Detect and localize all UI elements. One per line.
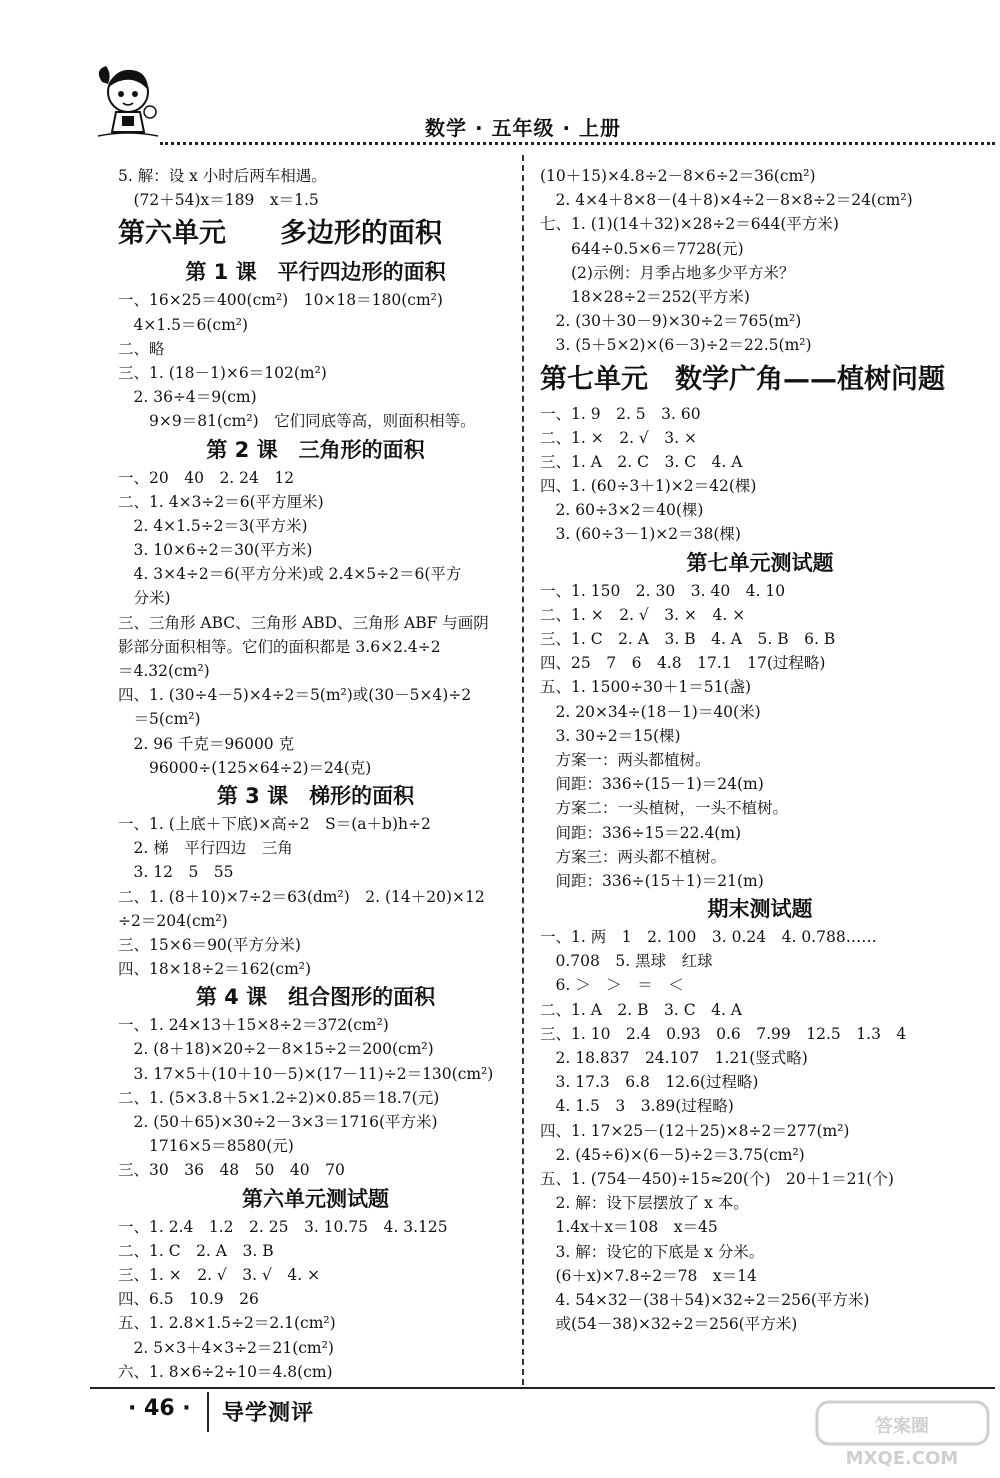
answer-line: 四、1. (30÷4－5)×4÷2＝5(m²)或(30－5×4)÷2	[118, 686, 472, 705]
answer-line: 三、三角形 ABC、三角形 ABD、三角形 ABF 与画阴	[118, 613, 489, 632]
unit6-title-part: 第六单元	[118, 218, 226, 250]
answer-line: 5. 解：设 x 小时后两车相遇。	[118, 167, 327, 185]
answer-line: 六、1. 8×6÷2÷10＝4.8(cm)	[118, 1362, 333, 1381]
answer-line: ÷2＝204(cm²)	[118, 911, 228, 930]
answer-line: 二、1. C 2. A 3. B	[118, 1241, 274, 1260]
lesson4-answers	[118, 1013, 513, 1182]
answer-line: 2. 36÷4＝9(cm)	[118, 388, 257, 407]
footer-brand: 导学测评	[222, 1401, 315, 1426]
answer-line: 9×9＝81(cm²) 它们同底等高，则面积相等。	[118, 412, 476, 431]
answer-line: 方案一：两头都植树。	[540, 750, 711, 769]
unit6-title-part: 多边形的面积	[280, 218, 442, 250]
final-test-answers	[540, 925, 980, 1336]
unit6-test-title: 第六单元测试题	[242, 1186, 389, 1211]
answer-line: 2. 20×34÷(18－1)＝40(米)	[540, 702, 761, 721]
answer-line: 三、1. × 2. √ 3. √ 4. ×	[118, 1265, 321, 1284]
answer-line: 2. (30＋30－9)×30÷2＝765(m²)	[540, 312, 802, 331]
answer-line: 二、略	[118, 339, 165, 358]
answer-line: 三、1. A 2. C 3. C 4. A	[540, 452, 743, 471]
answer-line: 3. 解：设它的下底是 x 分米。	[540, 1242, 765, 1261]
answer-line: 2. 60÷3×2＝40(棵)	[540, 501, 704, 520]
unit7-test-answers	[540, 579, 980, 893]
left-pre	[118, 164, 513, 212]
answer-line: 4. 54×32－(38＋54)×32÷2＝256(平方米)	[540, 1290, 870, 1309]
answer-line: 四、18×18÷2＝162(cm²)	[118, 960, 312, 979]
unit7-test-title: 第七单元测试题	[686, 550, 834, 575]
lesson4-title: 第 4 课 组合图形的面积	[195, 985, 436, 1010]
unit6-test-answers	[118, 1215, 513, 1384]
answer-line: 四、1. 17×25－(12＋25)×8÷2＝277(m²)	[540, 1121, 850, 1140]
mascot-girl-icon	[88, 60, 168, 145]
left-column	[118, 164, 513, 1384]
answer-line: (72＋54)x＝189 x＝1.5	[118, 191, 319, 210]
answer-line: 影部分面积相等。它们的面积都是 3.6×2.4÷2	[118, 637, 441, 656]
footer-divider	[90, 1387, 995, 1389]
answer-line: (6＋x)×7.8÷2＝78 x＝14	[540, 1266, 757, 1285]
answer-line: 2. (45÷6)×(6－5)÷2＝3.75(cm²)	[540, 1145, 805, 1164]
answer-line: 2. 梯 平行四边 三角	[118, 839, 293, 858]
column-divider	[522, 155, 524, 1385]
answer-line: 2. 18.837 24.107 1.21(竖式略)	[540, 1049, 808, 1067]
right-pre	[540, 164, 980, 358]
answer-line: 二、1. × 2. √ 3. ×	[540, 428, 697, 447]
lesson3-answers	[118, 812, 513, 981]
footer-separator	[207, 1392, 209, 1432]
answer-line: 一、1. 两 1 2. 100 3. 0.24 4. 0.788……	[540, 928, 877, 947]
page-number: · 46 ·	[128, 1396, 191, 1421]
answer-line: 间距：336÷(15－1)＝24(m)	[540, 775, 764, 794]
lesson3-title: 第 3 课 梯形的面积	[216, 783, 415, 808]
answer-line: 一、16×25＝400(cm²) 10×18＝180(cm²)	[118, 291, 443, 310]
answer-line: 四、1. (60÷3＋1)×2＝42(棵)	[540, 477, 757, 496]
answer-line: 三、1. (18－1)×6＝102(m²)	[118, 363, 327, 382]
unit6-title	[118, 214, 513, 254]
answer-line: 2. 解：设下层摆放了 x 本。	[540, 1194, 749, 1213]
answer-line: 2. 4×1.5÷2＝3(平方米)	[118, 516, 308, 535]
answer-line: 二、1. A 2. B 3. C 4. A	[540, 1000, 742, 1019]
answer-line: 五、1. (754－450)÷15≈20(个) 20＋1＝21(个)	[540, 1169, 894, 1188]
unit7-title: 第七单元 数学广角——植树问题	[540, 363, 945, 395]
answer-line: 644÷0.5×6＝7728(元)	[540, 239, 744, 258]
answer-line: 2. 5×3＋4×3÷2＝21(cm²)	[118, 1338, 334, 1357]
answer-line: 3. (5＋5×2)×(6－3)÷2＝22.5(m²)	[540, 336, 812, 355]
answer-line: 一、1. 9 2. 5 3. 60	[540, 404, 701, 423]
answer-line: 18×28÷2＝252(平方米)	[540, 287, 750, 306]
answer-line: 二、1. 4×3÷2＝6(平方厘米)	[118, 492, 324, 511]
answer-line: 一、1. 150 2. 30 3. 40 4. 10	[540, 581, 786, 600]
answer-line: 方案二：一头植树，一头不植树。	[540, 799, 789, 818]
answer-line: 1716×5＝8580(元)	[118, 1137, 294, 1156]
answer-line: 七、1. (1)(14＋32)×28÷2＝644(平方米)	[540, 215, 839, 234]
answer-line: 一、20 40 2. 24 12	[118, 468, 295, 487]
answer-line: 1.4x＋x＝108 x＝45	[540, 1218, 718, 1237]
answer-line: 间距：336÷(15＋1)＝21(m)	[540, 871, 764, 890]
answer-line: 3. 17×5＋(10＋10－5)×(17－11)÷2＝130(cm²)	[118, 1064, 494, 1083]
answer-line: 或(54－38)×32÷2＝256(平方米)	[540, 1315, 798, 1334]
answer-line: 6. ＞ ＞ ＝ ＜	[540, 976, 684, 995]
answer-line: 2. 96 千克＝96000 克	[118, 734, 295, 753]
answer-line: 二、1. (8＋10)×7÷2＝63(dm²) 2. (14＋20)×12	[118, 887, 485, 906]
answer-line: 3. 12 5 55	[118, 863, 234, 882]
answer-line: 4×1.5＝6(cm²)	[118, 315, 249, 334]
answer-line: (2)示例：月季占地多少平方米？	[540, 263, 795, 282]
lesson1-answers	[118, 288, 513, 433]
answer-line: 三、30 36 48 50 40 70	[118, 1161, 345, 1180]
answer-line: 3. 30÷2＝15(棵)	[540, 726, 681, 745]
answer-line: 一、1. 2.4 1.2 2. 25 3. 10.75 4. 3.125	[118, 1217, 448, 1236]
unit7-answers	[540, 402, 980, 547]
answer-line: 4. 1.5 3 3.89(过程略)	[540, 1097, 734, 1116]
watermark-bottom-text: MXQE.COM	[845, 1448, 959, 1469]
answer-line: ＝4.32(cm²)	[118, 662, 210, 680]
answer-line: 3. (60÷3－1)×2＝38(棵)	[540, 525, 741, 544]
answer-line: 间距：336÷15＝22.4(m)	[540, 823, 742, 842]
answer-line: 一、1. (上底＋下底)×高÷2 S＝(a＋b)h÷2	[118, 814, 431, 833]
answer-line: 四、6.5 10.9 26	[118, 1290, 259, 1309]
answer-line: 三、15×6＝90(平方分米)	[118, 935, 301, 954]
answer-line: 二、1. × 2. √ 3. × 4. ×	[540, 605, 746, 624]
answer-line: 96000÷(125×64÷2)＝24(克)	[118, 758, 372, 777]
lesson2-title: 第 2 课 三角形的面积	[206, 437, 425, 462]
right-column	[540, 164, 980, 1336]
answer-line: 2. (8＋18)×20÷2－8×15÷2＝200(cm²)	[118, 1040, 434, 1059]
answer-line: (10＋15)×4.8÷2－8×6÷2＝36(cm²)	[540, 167, 816, 185]
final-test-title: 期末测试题	[707, 897, 813, 922]
answer-line: 2. (50＋65)×30÷2－3×3＝1716(平方米)	[118, 1113, 438, 1131]
answer-line: 3. 17.3 6.8 12.6(过程略)	[540, 1073, 759, 1092]
watermark-top-text: 答案圈	[875, 1416, 929, 1437]
answer-line: 3. 10×6÷2＝30(平方米)	[118, 541, 313, 560]
answer-line: 方案三：两头都不植树。	[540, 847, 727, 866]
header-divider	[160, 142, 995, 145]
answer-line: 四、25 7 6 4.8 17.1 17(过程略)	[540, 654, 826, 673]
answer-line: 分米)	[118, 589, 171, 608]
header-title: 数学 · 五年级 · 上册	[425, 116, 622, 140]
answer-line: 二、1. (5×3.8＋5×1.2÷2)×0.85＝18.7(元)	[118, 1088, 440, 1107]
answer-line: 2. 4×4＋8×8－(4＋8)×4÷2－8×8÷2＝24(cm²)	[540, 191, 913, 210]
answer-line: 五、1. 2.8×1.5÷2＝2.1(cm²)	[118, 1314, 336, 1333]
answer-line: 一、1. 24×13＋15×8÷2＝372(cm²)	[118, 1016, 389, 1035]
answer-line: 0.708 5. 黑球 红球	[540, 952, 713, 971]
answer-line: 三、1. C 2. A 3. B 4. A 5. B 6. B	[540, 630, 836, 648]
lesson1-title: 第 1 课 平行四边形的面积	[185, 260, 446, 285]
answer-line: 三、1. 10 2.4 0.93 0.6 7.99 12.5 1.3 4	[540, 1024, 907, 1043]
lesson2-answers	[118, 466, 513, 780]
watermark-logo	[815, 1400, 990, 1470]
answer-line: 4. 3×4÷2＝6(平方分米)或 2.4×5÷2＝6(平方	[118, 565, 462, 584]
answer-line: ＝5(cm²)	[118, 710, 201, 729]
answer-line: 五、1. 1500÷30＋1＝51(盏)	[540, 678, 752, 697]
